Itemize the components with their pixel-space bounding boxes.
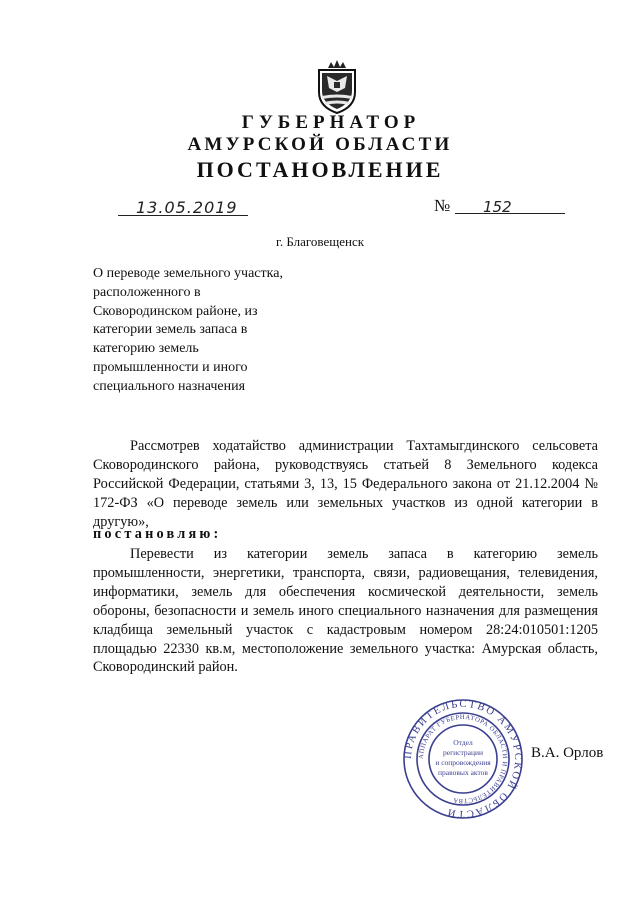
signatory-name: В.А. Орлов: [531, 745, 604, 761]
subject-line: категории земель запаса в: [93, 322, 248, 338]
subject-line: категорию земель: [93, 341, 199, 357]
subject-line: Сковородинском районе, из: [93, 303, 258, 319]
official-stamp: [398, 697, 528, 821]
stamp-center-line: регистрации: [443, 748, 483, 757]
preamble-text: Рассмотрев ходатайство администрации Тахтамыгдинского сельсовета Сковородинского района, руководствуясь статьей 8 Земельного кодекса Российской Федерации, статьями 3, 13, 15 Федерального закона от 21.12.2004 № 172-ФЗ «О переводе земель или земельных участков из одной категории в другую»,: [93, 438, 598, 530]
document-date: 13.05.2019: [136, 198, 238, 217]
decision-paragraph: Перевести из категории земель запаса в категорию земель промышленности, энергетики, транспорта, связи, радиовещания, телевидения, информатики, земель для обеспечения космической деятельности, земель обороны, безопасности и земель иного специального назначения для размещения кладбища земельный участок с кадастровым номером 28:24:010501:1205 площадью 22330 кв.м, местоположение земельного участка: Амурская область, Сковородинский район.: [93, 546, 598, 676]
subject-line: промышленности и иного: [93, 359, 248, 375]
number-underline: [455, 213, 565, 214]
stamp-inner-text: АППАРАТ ГУБЕРНАТОРА ОБЛАСТИ И ПРАВИТЕЛЬСТВА: [417, 713, 509, 805]
document-number: 152: [483, 198, 512, 216]
subject-line: специального назначения: [93, 378, 246, 394]
header-title-decree: ПОСТАНОВЛЕНИЕ: [196, 157, 444, 182]
stamp-center-line: Отдел: [453, 738, 473, 747]
decree-word: постановляю:: [93, 526, 222, 542]
preamble-paragraph: [93, 437, 598, 532]
subject-line: О переводе земельного участка,: [93, 266, 283, 281]
stamp-center-line: правовых актов: [438, 768, 488, 777]
document-subject: [93, 265, 313, 397]
number-label: №: [434, 196, 451, 215]
header-title-governor: ГУБЕРНАТОР: [241, 112, 421, 133]
header-title-region: АМУРСКОЙ ОБЛАСТИ: [187, 134, 453, 155]
subject-line: расположенного в: [93, 284, 201, 300]
stamp-outer-text: ПРАВИТЕЛЬСТВО АМУРСКОЙ ОБЛАСТИ: [402, 698, 524, 820]
stamp-center-line: и сопровождения: [435, 758, 491, 767]
coat-of-arms-emblem: [314, 58, 360, 114]
date-underline: [118, 215, 248, 216]
city-name: г. Благовещенск: [275, 234, 365, 249]
